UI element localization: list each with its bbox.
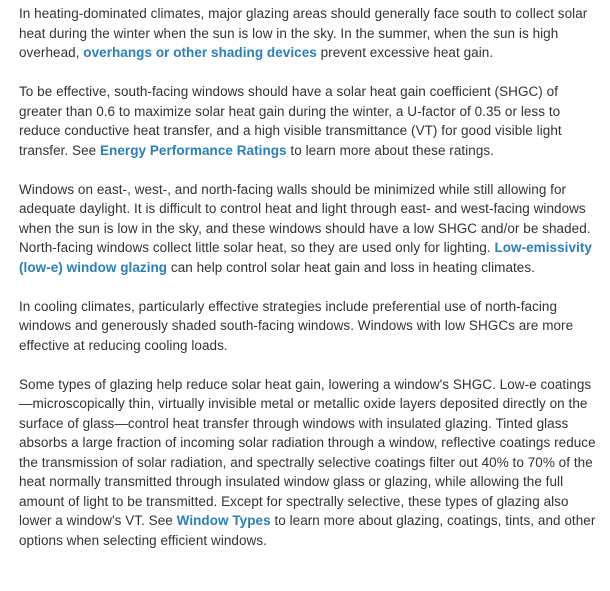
paragraph-text: to learn more about these ratings. xyxy=(286,142,494,158)
paragraph-text: Some types of glazing help reduce solar heat gain, lowering a window's SHGC. Low-e coatings —microscopically thin, virtually invisible metal or metallic oxide layers deposited directly on the surface of glass—control heat transfer through windows with insulated glazing. Tinted glass absorbs a large fraction of incoming solar radiation through a window, reflective coatings reduce the transmission of solar radiation, and spectrally selective coatings filter out 40% to 70% of the heat normally transmitted through insulated window glass or glazing, while allowing the full amount of light to be transmitted. Except for spectrally selective, these types of glazing also lower a window's VT. See xyxy=(19,376,596,528)
paragraph-text: can help control solar heat gain and loss in heating climates. xyxy=(167,259,535,275)
paragraph-east-west-north-windows xyxy=(19,180,599,278)
article-body xyxy=(19,4,599,570)
paragraph-text: In heating-dominated climates, major glazing areas should generally face south to collect solar heat during the winter when the sun is low in the sky. In the summer, when the sun is high overhead, xyxy=(19,6,588,60)
paragraph-heating-climates xyxy=(19,4,599,63)
paragraph-text: Windows on east-, west-, and north-facing walls should be minimized while still allowing for adequate daylight. It is difficult to control heat and light through east- and west-facing windows when the sun is low in the sky, and these windows should have a low SHGC and/or be shaded. North-facing windows collect little solar heat, so they are used only for lighting. xyxy=(19,181,591,255)
window-types-link[interactable]: Window Types xyxy=(176,513,271,528)
paragraph-text: prevent excessive heat gain. xyxy=(316,45,494,60)
paragraph-text: To be effective, south-facing windows should have a solar heat gain coefficient (SHGC) of greater than 0.6 to maximize solar heat gain during the winter, a U-factor of 0.35 or less to reduce conductive heat transfer, and a high visible transmittance (VT) for good visible light transfer. See xyxy=(19,84,562,158)
paragraph-text: to learn more about glazing, coatings, tints, and other options when selecting efficient windows. xyxy=(19,513,596,548)
energy-performance-ratings-link[interactable]: Energy Performance Ratings xyxy=(100,142,287,158)
paragraph-glazing-types xyxy=(19,375,599,551)
paragraph-cooling-climates: In cooling climates, particularly effective strategies include preferential use of north-facing windows and generously shaded south-facing windows. Windows with low SHGCs are more effective at reducing cooling loads. xyxy=(19,298,574,353)
paragraph-south-facing-windows xyxy=(19,82,599,160)
low-e-window-glazing-link[interactable]: Low-emissivity (low-e) window glazing xyxy=(19,240,592,275)
overhangs-shading-devices-link[interactable]: overhangs or other shading devices xyxy=(83,45,317,60)
